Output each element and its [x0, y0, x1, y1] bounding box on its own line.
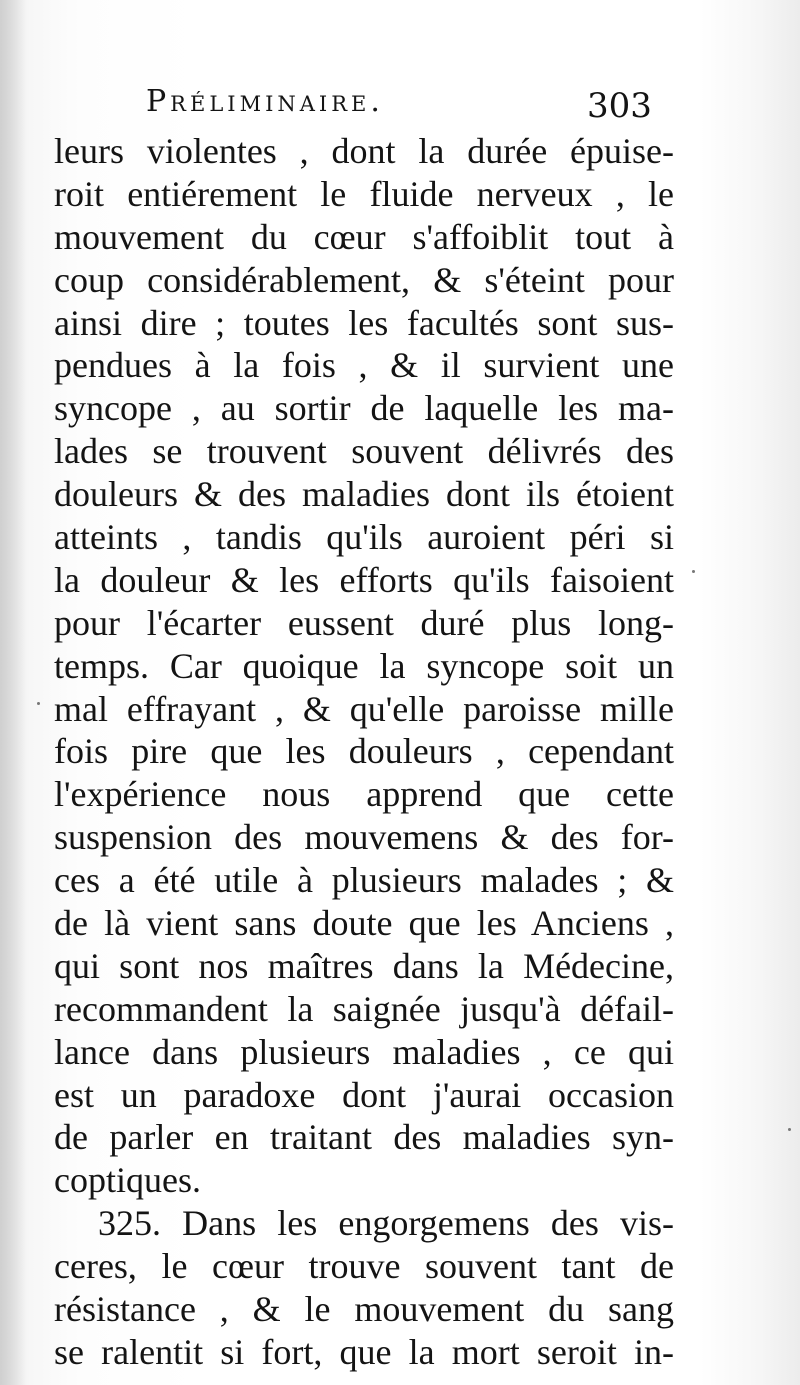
text-line: coup considérablement, & s'éteint pour: [54, 259, 674, 300]
text-line: mal effrayant , & qu'elle paroisse mille: [54, 688, 674, 729]
text-line: de là vient sans doute que les Anciens ,: [54, 903, 674, 944]
text-line: mouvement du cœur s'affoiblit tout à: [54, 216, 674, 257]
body-text: [54, 130, 674, 1374]
text-line: suspension des mouvemens & des for-: [54, 817, 674, 858]
ink-speck: [788, 1128, 791, 1131]
text-line: leurs violentes , dont la durée épuise-: [54, 131, 674, 171]
text-line: ces a été utile à plusieurs malades ; &: [54, 860, 674, 901]
text-line: qui sont nos maîtres dans la Médecine,: [54, 945, 674, 986]
text-line: recommandent la saignée jusqu'à défail-: [54, 988, 674, 1029]
text-line: lades se trouvent souvent délivrés des: [54, 431, 674, 472]
text-line: douleurs & des maladies dont ils étoient: [54, 474, 674, 515]
page-header: [0, 78, 800, 128]
text-line: temps. Car quoique la syncope soit un: [54, 645, 674, 686]
text-line: pendues à la fois , & il survient une: [54, 345, 674, 386]
ink-speck: [692, 570, 695, 573]
running-head: Préliminaire.: [146, 84, 384, 119]
text-line: lance dans plusieurs maladies , ce qui: [54, 1031, 674, 1072]
text-line: syncope , au sortir de laquelle les ma-: [54, 388, 674, 429]
text-line: l'expérience nous apprend que cette: [54, 774, 674, 815]
ink-speck: [37, 702, 40, 705]
page-gutter-shadow: [0, 0, 26, 1385]
text-line: ceres, le cœur trouve souvent tant de: [54, 1246, 674, 1287]
text-line: se ralentit si fort, que la mort seroit in-: [54, 1331, 674, 1372]
text-line: la douleur & les efforts qu'ils faisoient: [54, 559, 674, 600]
text-line: atteints , tandis qu'ils auroient péri si: [54, 517, 674, 558]
page-number: 303: [587, 86, 652, 126]
text-line: ainsi dire ; toutes les facultés sont sus-: [54, 302, 674, 343]
text-line: résistance , & le mouvement du sang: [54, 1289, 674, 1330]
text-line-paragraph-start: 325. Dans les engorgemens des vis-: [98, 1203, 674, 1244]
text-line: fois pire que les douleurs , cependant: [54, 731, 674, 772]
text-line: roit entiérement le fluide nerveux , le: [54, 173, 674, 214]
text-line: est un paradoxe dont j'aurai occasion: [54, 1074, 674, 1115]
text-line: pour l'écarter eussent duré plus long-: [54, 602, 674, 643]
text-line: coptiques.: [54, 1160, 201, 1201]
text-line: de parler en traitant des maladies syn-: [54, 1117, 674, 1158]
